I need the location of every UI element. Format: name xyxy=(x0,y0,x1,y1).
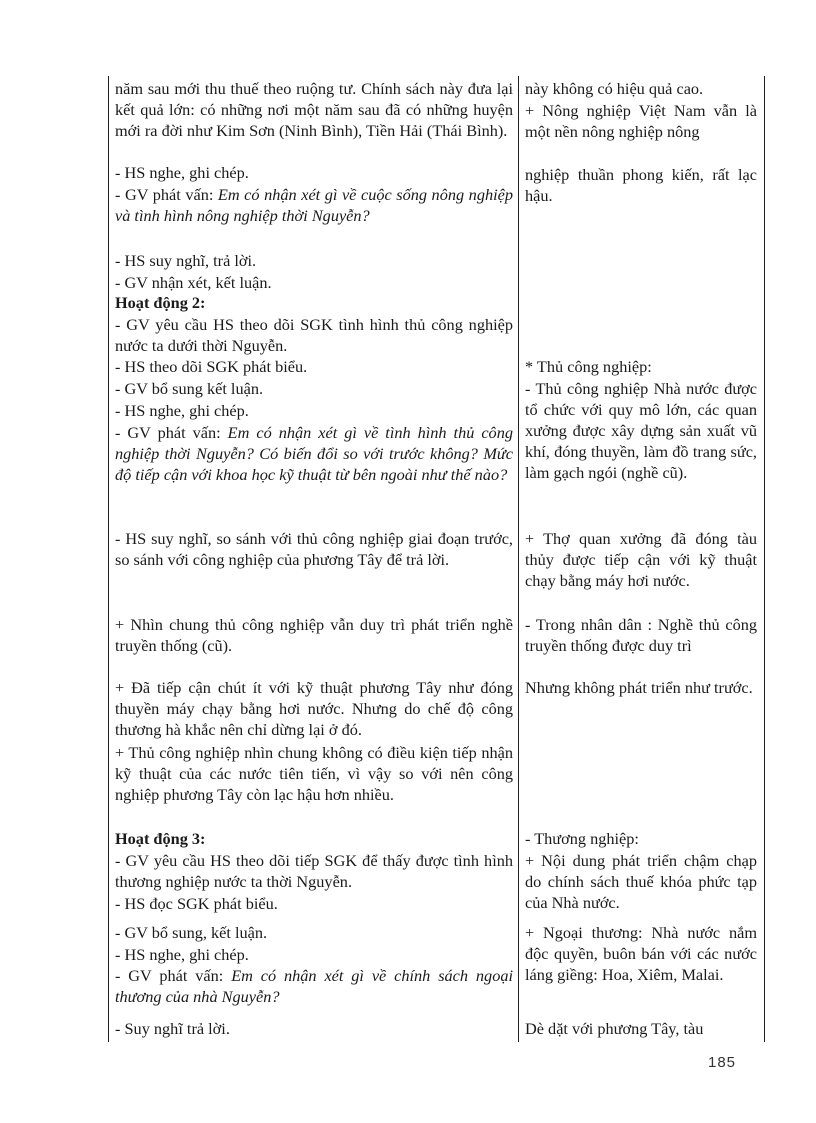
teacher-question xyxy=(115,184,513,226)
paragraph: - HS đọc SGK phát biểu. xyxy=(115,894,278,913)
activity-heading: Hoạt động 2: xyxy=(115,293,206,312)
paragraph: + Ngoại thương: Nhà nước nắm độc quyền, buôn bán với các nước láng giềng: Hoa, Xiêm, Malai. xyxy=(525,923,757,984)
paragraph: - HS theo dõi SGK phát biểu. xyxy=(115,357,308,376)
question-text: Em có nhận xét gì về cuộc sống nông nghiệp và tình hình nông nghiệp thời Nguyễn? xyxy=(115,185,513,225)
question-prefix: - GV phát vấn: xyxy=(115,966,232,985)
paragraph: + Đã tiếp cận chút ít với kỹ thuật phương Tây như đóng thuyền máy chạy bằng hơi nước. Nhưng do chế độ công thương hà khắc nên chỉ dừng lại ở đó. xyxy=(115,678,513,739)
paragraph: - GV bổ sung, kết luận. xyxy=(115,923,268,942)
question-text: Em có nhận xét gì về tình hình thủ công nghiệp thời Nguyễn? Có biến đổi so với trước không? Mức độ tiếp cận với khoa học kỹ thuật từ bên ngoài như thế nào? xyxy=(115,423,513,484)
paragraph: - GV yêu cầu HS theo dõi tiếp SGK để thấy được tình hình thương nghiệp nước ta thời Nguyễn. xyxy=(115,851,513,891)
section-heading: * Thủ công nghiệp: xyxy=(525,357,652,376)
paragraph: + Thủ công nghiệp nhìn chung không có điều kiện tiếp nhận kỹ thuật của các nước tiên tiến, vì vậy so với nên công nghiệp phương Tây còn lạc hậu hơn nhiều. xyxy=(115,743,513,804)
paragraph: này không có hiệu quả cao. xyxy=(525,79,704,98)
page-number: 185 xyxy=(708,1054,737,1071)
table-column-divider xyxy=(518,76,519,1042)
paragraph: - Suy nghĩ trả lời. xyxy=(115,1019,230,1038)
paragraph: - HS suy nghĩ, trả lời. xyxy=(115,251,257,270)
paragraph: - HS nghe, ghi chép. xyxy=(115,163,249,182)
paragraph: + Thợ quan xưởng đã đóng tàu thủy được tiếp cận với kỹ thuật chạy bằng máy hơi nước. xyxy=(525,529,757,590)
paragraph: - Trong nhân dân : Nghề thủ công truyền thống được duy trì xyxy=(525,615,757,655)
paragraph: Dè dặt với phương Tây, tàu xyxy=(525,1019,704,1038)
paragraph: + Nông nghiệp Việt Nam vẫn là một nền nông nghiệp nông xyxy=(525,101,757,141)
paragraph: - HS nghe, ghi chép. xyxy=(115,401,249,420)
section-heading: - Thương nghiệp: xyxy=(525,829,639,848)
table-right-border xyxy=(764,76,765,1042)
paragraph: - Thủ công nghiệp Nhà nước được tổ chức với quy mô lớn, các quan xưởng được xây dựng sản xuất vũ khí, đóng thuyền, làm đồ trang sức, làm gạch ngói (nghề cũ). xyxy=(525,379,757,482)
paragraph: - GV yêu cầu HS theo dõi SGK tình hình thủ công nghiệp nước ta dưới thời Nguyễn. xyxy=(115,315,513,355)
paragraph: nghiệp thuần phong kiến, rất lạc hậu. xyxy=(525,165,757,205)
paragraph: Nhưng không phát triển như trước. xyxy=(525,678,753,697)
activity-heading: Hoạt động 3: xyxy=(115,829,206,848)
question-prefix: - GV phát vấn: xyxy=(115,185,218,204)
paragraph: năm sau mới thu thuế theo ruộng tư. Chính sách này đưa lại kết quả lớn: có những nơi một năm sau đã có những huyện mới ra đời như Kim Sơn (Ninh Bình), Tiền Hải (Thái Bình). xyxy=(115,79,513,140)
paragraph: + Nội dung phát triển chậm chạp do chính sách thuế khóa phức tạp của Nhà nước. xyxy=(525,851,757,912)
question-text: Em có nhận xét gì về chính sách ngoại thương của nhà Nguyễn? xyxy=(115,966,513,1006)
paragraph: - GV nhận xét, kết luận. xyxy=(115,273,272,292)
teacher-question xyxy=(115,965,513,1007)
question-prefix: - GV phát vấn: xyxy=(115,423,228,442)
paragraph: - GV bổ sung kết luận. xyxy=(115,379,264,398)
paragraph: - HS suy nghĩ, so sánh với thủ công nghiệp giai đoạn trước, so sánh với công nghiệp của phương Tây để trả lời. xyxy=(115,529,513,569)
paragraph: + Nhìn chung thủ công nghiệp vẫn duy trì phát triển nghề truyền thống (cũ). xyxy=(115,615,513,655)
teacher-question xyxy=(115,422,513,485)
paragraph: - HS nghe, ghi chép. xyxy=(115,945,249,964)
table-left-border xyxy=(108,76,109,1042)
